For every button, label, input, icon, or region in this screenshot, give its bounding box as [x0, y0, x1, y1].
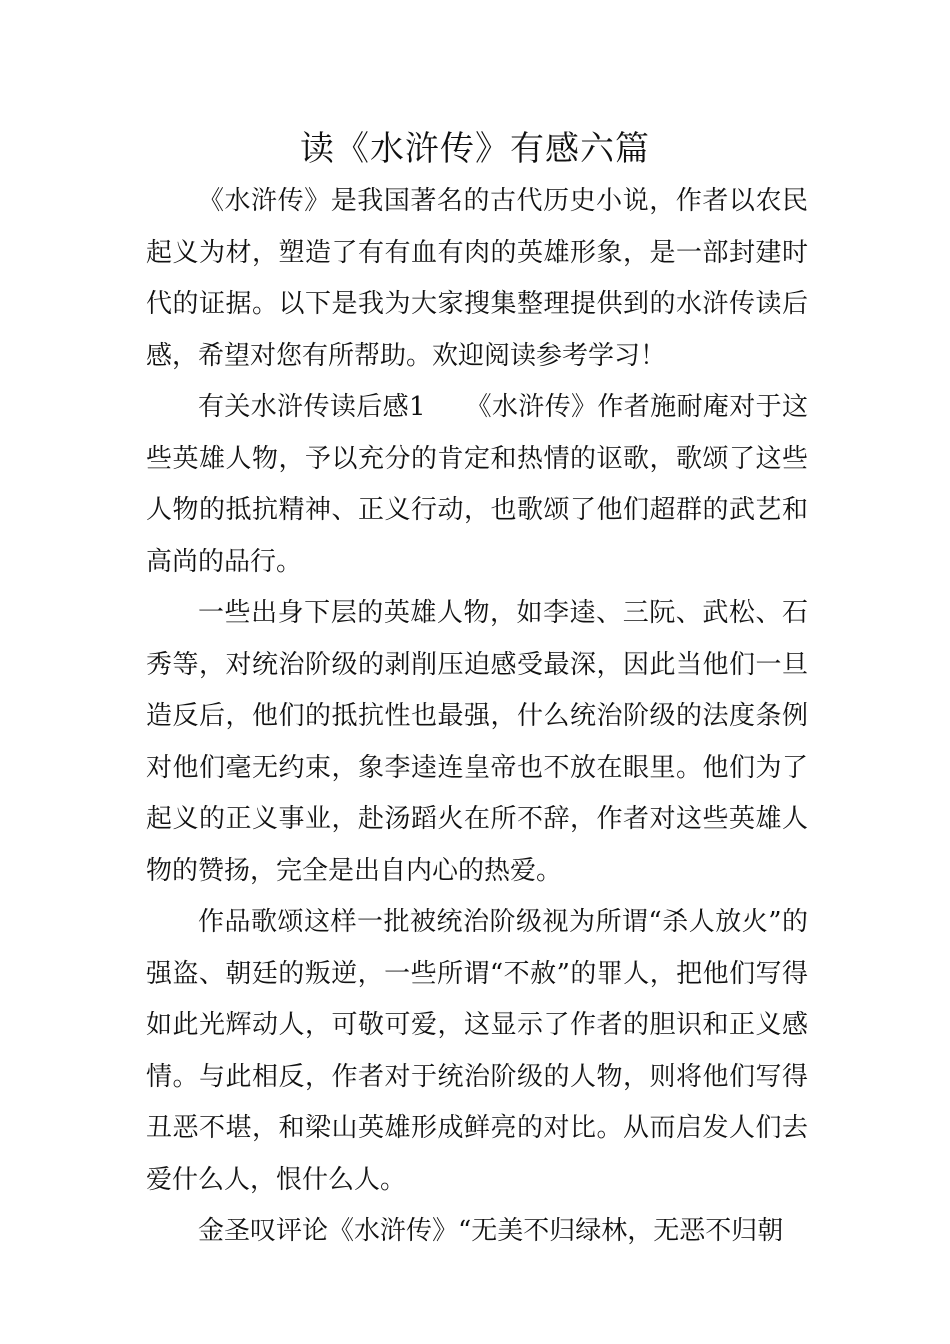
paragraph-3: 作品歌颂这样一批被统治阶级视为所谓“杀人放火”的强盗、朝廷的叛逆，一些所谓“不赦”的罪人，把他们写得如此光辉动人，可敬可爱，这显示了作者的胆识和正义感情。与此相反，作者对于统治阶级的人物，则将他们写得丑恶不堪，和梁山英雄形成鲜亮的对比。从而启发人们去爱什么人，恨什么人。 [146, 907, 808, 1195]
paragraph-intro: 《水浒传》是我国著名的古代历史小说，作者以农民起义为材，塑造了有有血有肉的英雄形象，是一部封建时代的证据。以下是我为大家搜集整理提供到的水浒传读后感，希望对您有所帮助。欢迎阅读参考学习！ [146, 186, 808, 371]
document-body [146, 176, 808, 1258]
paragraph-1: 有关水浒传读后感1 《水浒传》作者施耐庵对于这些英雄人物，予以充分的肯定和热情的讴歌，歌颂了这些人物的抵抗精神、正义行动，也歌颂了他们超群的武艺和高尚的品行。 [146, 392, 808, 577]
document-title: 读《水浒传》有感六篇 [300, 129, 650, 169]
paragraph-4: 金圣叹评论《水浒传》“无美不归绿林，无恶不归朝 [198, 1216, 784, 1246]
paragraph-2: 一些出身下层的英雄人物，如李逵、三阮、武松、石秀等，对统治阶级的剥削压迫感受最深，因此当他们一旦造反后，他们的抵抗性也最强，什么统治阶级的法度条例对他们毫无约束，象李逵连皇帝也不放在眼里。他们为了起义的正义事业，赴汤蹈火在所不辞，作者对这些英雄人物的赞扬，完全是出自内心的热爱。 [146, 598, 808, 886]
